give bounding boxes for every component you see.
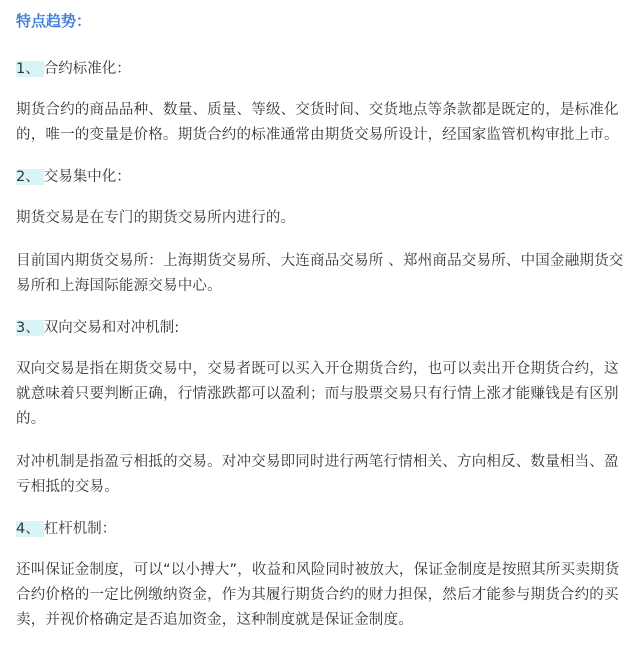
heading-number: 2、: [16, 169, 44, 185]
paragraph: 还叫保证金制度，可以“以小搏大”，收益和风险同时被放大，保证金制度是按照其所买卖期货合约价格的一定比例缴纳资金，作为其履行期货合约的财力担保，然后才能参与期货合约的买卖，并视价格确定是否追加资金，这种制度就是保证金制度。: [16, 562, 620, 628]
heading-leverage-mechanism: [16, 518, 626, 540]
paragraph: 目前国内期货交易所：上海期货交易所、大连商品交易所 、郑州商品交易所、中国金融期货交易所和上海国际能源交易中心。: [16, 253, 624, 294]
heading-number: 4、: [16, 521, 44, 537]
heading-trading-centralization: [16, 166, 626, 188]
heading-number: 1、: [16, 61, 44, 77]
heading-text: 杠杆机制：: [43, 521, 117, 537]
paragraph: 对冲机制是指盈亏相抵的交易。对冲交易即同时进行两笔行情相关、方向相反、数量相当、盈亏相抵的交易。: [16, 454, 619, 495]
heading-contract-standardization: [16, 58, 626, 80]
heading-number: 3、: [16, 320, 44, 336]
heading-two-way-trading: [16, 317, 626, 339]
paragraph: 期货交易是在专门的期货交易所内进行的。: [16, 210, 296, 226]
heading-text: 双向交易和对冲机制:: [43, 320, 180, 336]
heading-text: 交易集中化：: [43, 169, 131, 185]
section-title: 特点趋势：: [16, 12, 92, 30]
paragraph: 期货合约的商品品种、数量、质量、等级、交货时间、交货地点等条款都是既定的，是标准化的，唯一的变量是价格。期货合约的标准通常由期货交易所设计，经国家监管机构审批上市。: [16, 102, 619, 143]
paragraph: 双向交易是指在期货交易中，交易者既可以买入开仓期货合约，也可以卖出开仓期货合约，这就意味着只要判断正确，行情涨跌都可以盈利；而与股票交易只有行情上涨才能赚钱是有区别的。: [16, 361, 619, 427]
heading-text: 合约标准化：: [43, 61, 131, 77]
